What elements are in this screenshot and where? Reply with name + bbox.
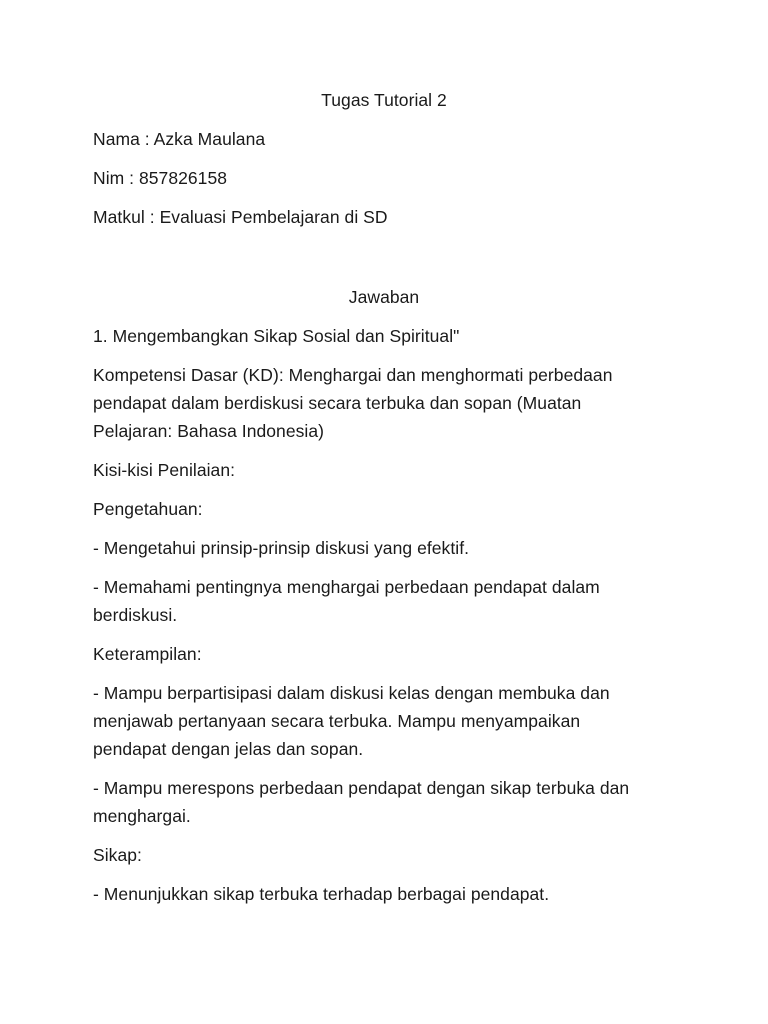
knowledge-point-2-line-2: berdiskusi. [93,605,178,625]
student-nim: Nim : 857826158 [93,168,228,188]
student-name: Nama : Azka Maulana [93,129,266,149]
document-title: Tugas Tutorial 2 [321,90,447,110]
skills-point-1-line-3: pendapat dengan jelas dan sopan. [93,739,364,759]
knowledge-point-2-line-1: - Memahami pentingnya menghargai perbedaan pendapat dalam [93,577,600,597]
knowledge-heading: Pengetahuan: [93,499,203,519]
knowledge-point-1: - Mengetahui prinsip-prinsip diskusi yang efektif. [93,538,470,558]
skills-point-2-line-1: - Mampu merespons perbedaan pendapat dengan sikap terbuka dan [93,778,630,798]
skills-point-1-line-1: - Mampu berpartisipasi dalam diskusi kelas dengan membuka dan [93,683,610,703]
course-name: Matkul : Evaluasi Pembelajaran di SD [93,207,388,227]
answer-heading: Jawaban [348,287,420,307]
skills-point-1-line-2: menjawab pertanyaan secara terbuka. Mampu menyampaikan [93,711,581,731]
attitude-point-1: - Menunjukkan sikap terbuka terhadap berbagai pendapat. [93,884,550,904]
kd-line-2: pendapat dalam berdiskusi secara terbuka dan sopan (Muatan [93,393,582,413]
skills-point-2-line-2: menghargai. [93,806,191,826]
kd-line-1: Kompetensi Dasar (KD): Menghargai dan menghormati perbedaan [93,365,613,385]
item1-heading: 1. Mengembangkan Sikap Sosial dan Spiritual" [93,326,460,346]
assessment-grid-heading: Kisi-kisi Penilaian: [93,460,236,480]
skills-heading: Keterampilan: [93,644,202,664]
attitude-heading: Sikap: [93,845,142,865]
kd-line-3: Pelajaran: Bahasa Indonesia) [93,421,325,441]
